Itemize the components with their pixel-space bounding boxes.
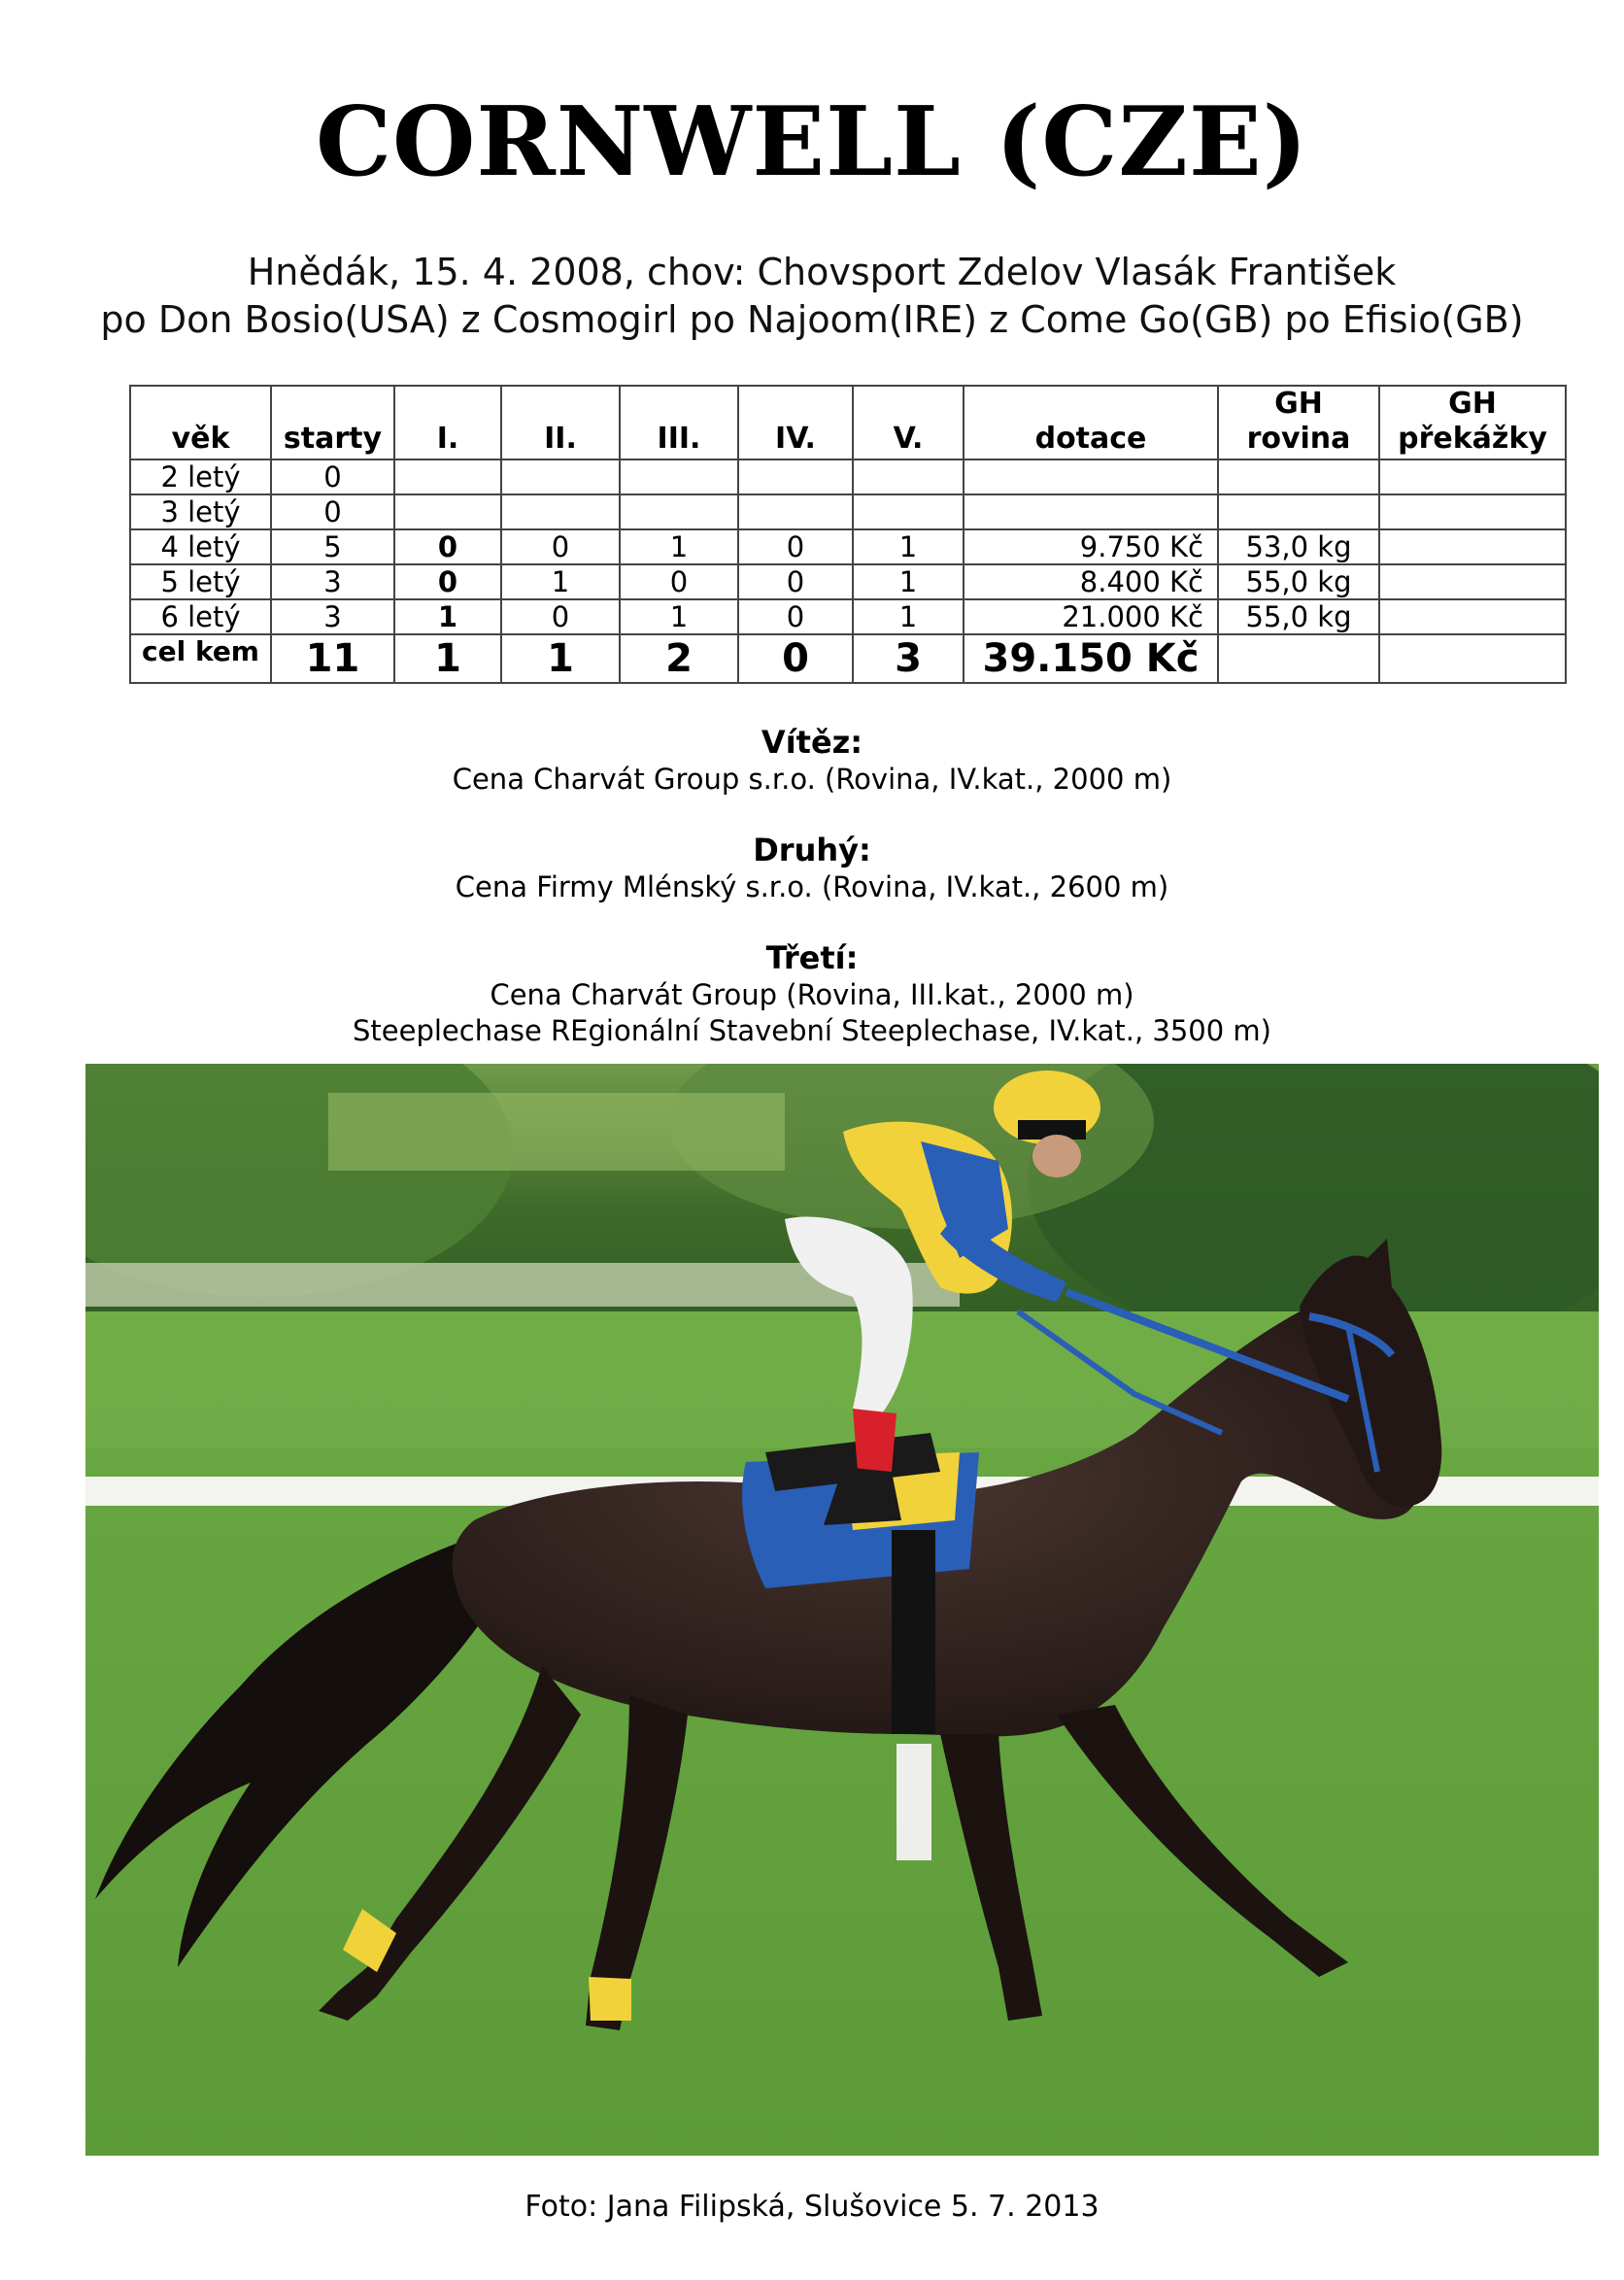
pedigree-line: po Don Bosio(USA) z Cosmogirl po Najoom(IRE) z Come Go(GB) po Efisio(GB) xyxy=(100,298,1524,341)
cell-gh-flat xyxy=(1218,494,1379,529)
page-title: CORNWELL (CZE) xyxy=(315,86,1309,198)
cell-age: 6 letý xyxy=(130,599,271,634)
header-prize: dotace xyxy=(964,386,1218,459)
winner-section xyxy=(0,723,1624,798)
cell-fourth xyxy=(738,494,853,529)
cell-first: 0 xyxy=(394,564,501,599)
header-age: věk xyxy=(130,386,271,459)
photo-caption: Foto: Jana Filipská, Slušovice 5. 7. 2013 xyxy=(524,2190,1100,2224)
cell-fourth: 0 xyxy=(738,529,853,564)
header-gh-jump xyxy=(1379,386,1566,459)
cell-gh-flat xyxy=(1218,459,1379,494)
cell-total-third: 2 xyxy=(620,634,738,683)
cell-prize: 9.750 Kč xyxy=(964,529,1218,564)
table-row xyxy=(130,459,1566,494)
cell-fifth: 1 xyxy=(853,599,964,634)
cell-first xyxy=(394,494,501,529)
third-place-heading: Třetí: xyxy=(765,939,859,976)
header-gh-jump-line2: překážky xyxy=(1398,422,1547,456)
cell-first: 1 xyxy=(394,599,501,634)
cell-total-second: 1 xyxy=(501,634,620,683)
cell-prize xyxy=(964,494,1218,529)
cell-age: 5 letý xyxy=(130,564,271,599)
cell-fourth xyxy=(738,459,853,494)
cell-fourth: 0 xyxy=(738,599,853,634)
cell-total-fifth: 3 xyxy=(853,634,964,683)
cell-gh-jump xyxy=(1379,564,1566,599)
table-total-row xyxy=(130,634,1566,683)
cell-second: 0 xyxy=(501,529,620,564)
cell-prize: 21.000 Kč xyxy=(964,599,1218,634)
header-gh-flat-line2: rovina xyxy=(1246,422,1351,456)
third-place-race: Cena Charvát Group (Rovina, III.kat., 2000 m) xyxy=(490,978,1134,1011)
header-fifth: V. xyxy=(853,386,964,459)
cell-third: 1 xyxy=(620,599,738,634)
cell-second: 1 xyxy=(501,564,620,599)
cell-third: 1 xyxy=(620,529,738,564)
cell-gh-flat: 53,0 kg xyxy=(1218,529,1379,564)
header-fourth: IV. xyxy=(738,386,853,459)
cell-age: 3 letý xyxy=(130,494,271,529)
cell-starts: 3 xyxy=(271,564,394,599)
header-first: I. xyxy=(394,386,501,459)
winner-race: Cena Charvát Group s.r.o. (Rovina, IV.kat., 2000 m) xyxy=(452,763,1172,796)
cell-total-prize: 39.150 Kč xyxy=(964,634,1218,683)
second-place-section xyxy=(0,831,1624,905)
header-second: II. xyxy=(501,386,620,459)
header-gh-flat xyxy=(1218,386,1379,459)
second-place-heading: Druhý: xyxy=(753,832,871,868)
cell-starts: 0 xyxy=(271,494,394,529)
third-place-section xyxy=(0,938,1624,1049)
cell-fourth: 0 xyxy=(738,564,853,599)
cell-total-fourth: 0 xyxy=(738,634,853,683)
header-gh-jump-line1: GH xyxy=(1448,387,1497,421)
cell-fifth: 1 xyxy=(853,529,964,564)
cell-starts: 0 xyxy=(271,459,394,494)
table-row xyxy=(130,599,1566,634)
cell-fifth xyxy=(853,494,964,529)
cell-prize: 8.400 Kč xyxy=(964,564,1218,599)
cell-age: 4 letý xyxy=(130,529,271,564)
cell-second xyxy=(501,459,620,494)
cell-third: 0 xyxy=(620,564,738,599)
cell-total-starts: 11 xyxy=(271,634,394,683)
winner-heading: Vítěz: xyxy=(761,724,863,761)
cell-starts: 3 xyxy=(271,599,394,634)
horse-photo xyxy=(85,1064,1599,2156)
table-row xyxy=(130,494,1566,529)
cell-gh-jump xyxy=(1379,599,1566,634)
race-statistics-table xyxy=(129,385,1567,684)
cell-gh-jump xyxy=(1379,494,1566,529)
header-third: III. xyxy=(620,386,738,459)
cell-gh-jump xyxy=(1379,459,1566,494)
second-place-race: Cena Firmy Mlénský s.r.o. (Rovina, IV.kat., 2600 m) xyxy=(455,870,1169,903)
horse-with-jockey-icon xyxy=(85,1064,1599,2156)
cell-gh-flat: 55,0 kg xyxy=(1218,599,1379,634)
cell-total-gh-jump xyxy=(1379,634,1566,683)
cell-third xyxy=(620,494,738,529)
cell-second: 0 xyxy=(501,599,620,634)
cell-first: 0 xyxy=(394,529,501,564)
third-place-race: Steeplechase REgionální Stavební Steeplechase, IV.kat., 3500 m) xyxy=(353,1014,1271,1047)
cell-second xyxy=(501,494,620,529)
cell-gh-flat: 55,0 kg xyxy=(1218,564,1379,599)
table-row xyxy=(130,564,1566,599)
header-starts: starty xyxy=(271,386,394,459)
cell-fifth: 1 xyxy=(853,564,964,599)
horse-details: Hnědák, 15. 4. 2008, chov: Chovsport Zdelov Vlasák František xyxy=(247,251,1397,293)
cell-third xyxy=(620,459,738,494)
header-gh-flat-line1: GH xyxy=(1274,387,1323,421)
cell-first xyxy=(394,459,501,494)
cell-total-gh-flat xyxy=(1218,634,1379,683)
cell-age: 2 letý xyxy=(130,459,271,494)
cell-gh-jump xyxy=(1379,529,1566,564)
cell-total-first: 1 xyxy=(394,634,501,683)
table-row xyxy=(130,529,1566,564)
cell-prize xyxy=(964,459,1218,494)
cell-starts: 5 xyxy=(271,529,394,564)
cell-fifth xyxy=(853,459,964,494)
cell-total-label: cel kem xyxy=(130,634,271,683)
table-header-row xyxy=(130,386,1566,459)
